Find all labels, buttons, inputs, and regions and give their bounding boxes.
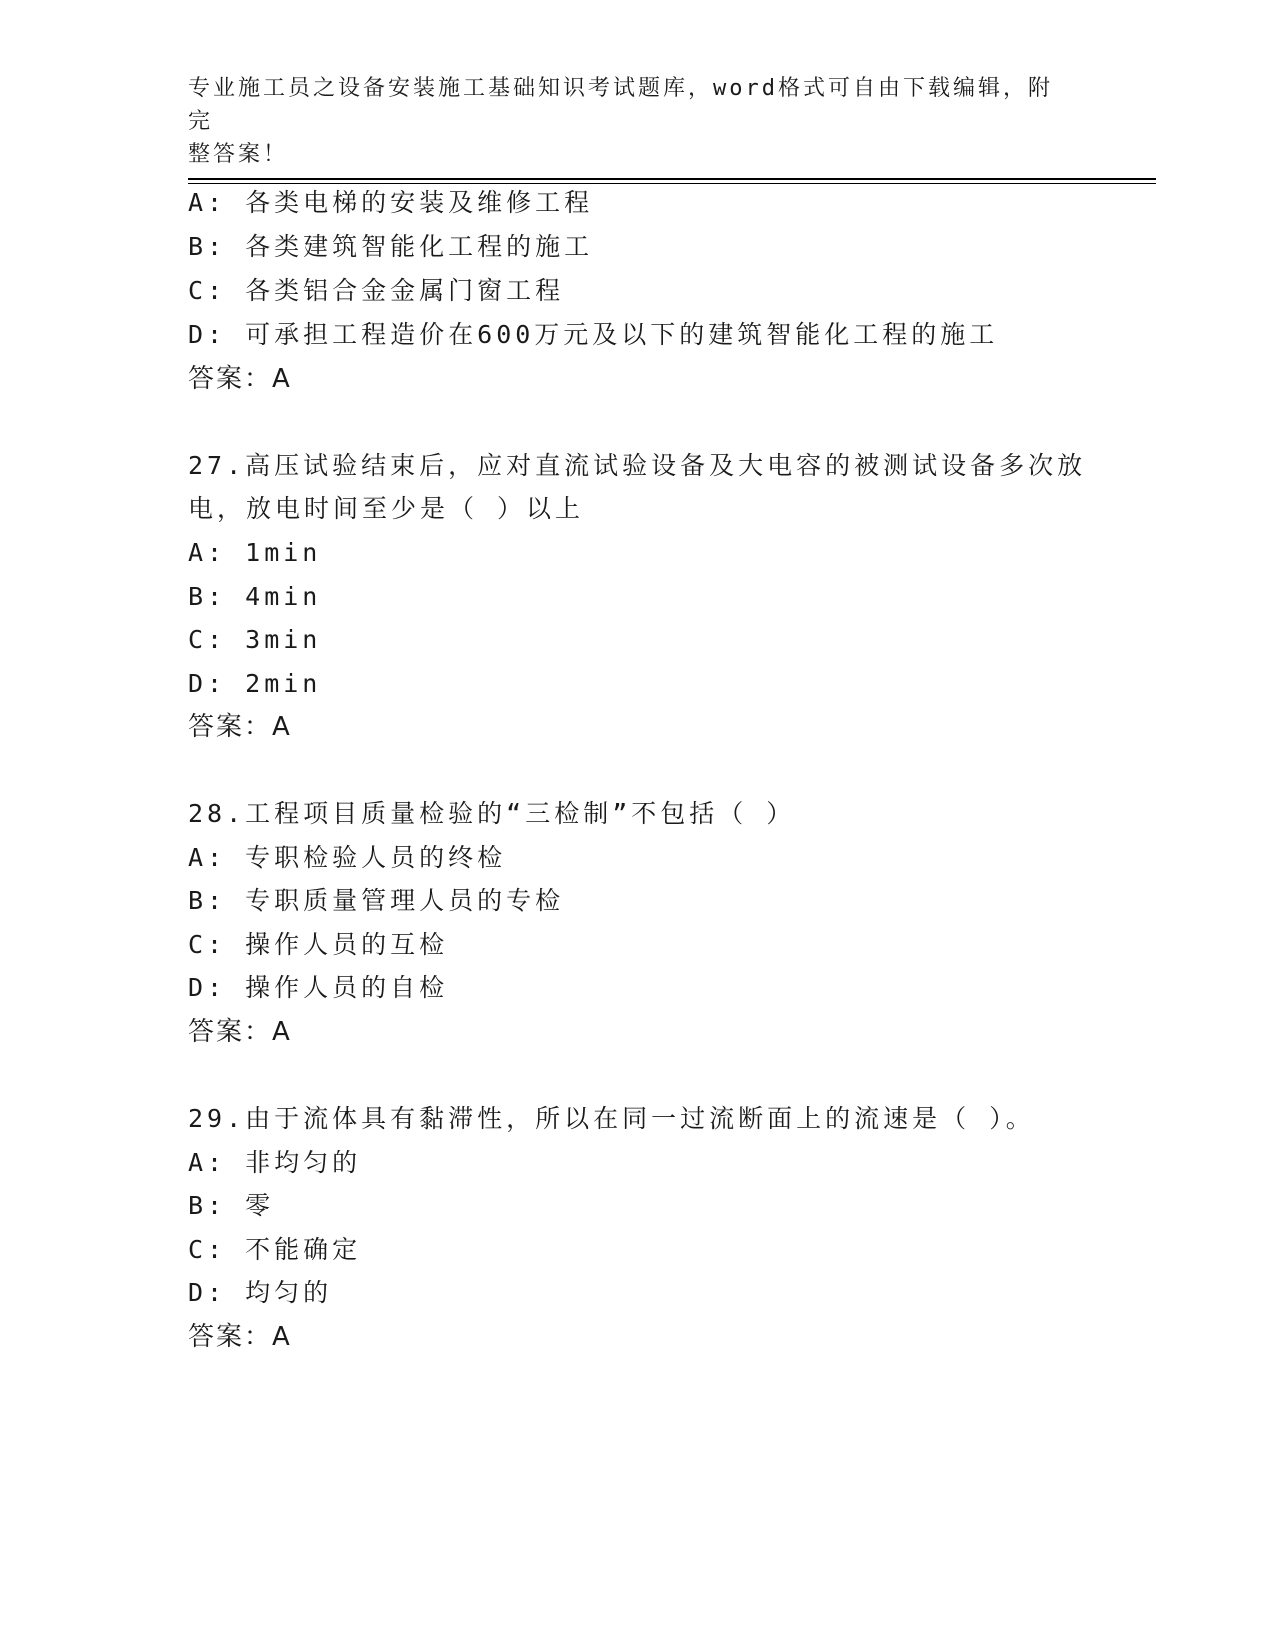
q27-answer: 答案：A: [188, 712, 292, 742]
header-rule-thick: [188, 178, 1156, 180]
prev-option-c: C: 各类铝合金金属门窗工程: [188, 276, 565, 305]
prev-option-b: B: 各类建筑智能化工程的施工: [188, 232, 594, 261]
q27-stem-line-2: 电，放电时间至少是（ ）以上: [188, 494, 585, 523]
q29-option-a: A: 非均匀的: [188, 1148, 362, 1177]
q28-option-a: A: 专职检验人员的终检: [188, 843, 507, 872]
q28-option-c: C: 操作人员的互检: [188, 930, 449, 959]
document-header: [188, 72, 1068, 171]
q27-option-b: B: 4min: [188, 582, 322, 611]
prev-option-a: A: 各类电梯的安装及维修工程: [188, 188, 594, 217]
q28-stem-line-1: 28.工程项目质量检验的“三检制”不包括（ ）: [188, 799, 796, 828]
header-line-1: 专业施工员之设备安装施工基础知识考试题库，word格式可自由下载编辑，附完: [188, 76, 1053, 134]
q28-option-d: D: 操作人员的自检: [188, 973, 449, 1002]
q29-answer: 答案：A: [188, 1322, 292, 1352]
header-line-2: 整答案！: [188, 142, 289, 167]
q27-stem-line-1: 27.高压试验结束后，应对直流试验设备及大电容的被测试设备多次放: [188, 451, 1087, 480]
q27-option-d: D: 2min: [188, 669, 322, 698]
q28-option-b: B: 专职质量管理人员的专检: [188, 886, 565, 915]
q27-option-c: C: 3min: [188, 625, 322, 654]
header-rule-thin: [188, 183, 1156, 184]
prev-answer: 答案：A: [188, 364, 292, 394]
prev-option-d: D: 可承担工程造价在600万元及以下的建筑智能化工程的施工: [188, 320, 999, 349]
q29-option-c: C: 不能确定: [188, 1235, 362, 1264]
q27-option-a: A: 1min: [188, 538, 322, 567]
q28-answer: 答案：A: [188, 1017, 292, 1047]
q29-option-b: B: 零: [188, 1191, 275, 1220]
q29-option-d: D: 均匀的: [188, 1278, 333, 1307]
q29-stem-line-1: 29.由于流体具有黏滞性，所以在同一过流断面上的流速是（ ）。: [188, 1104, 1035, 1133]
